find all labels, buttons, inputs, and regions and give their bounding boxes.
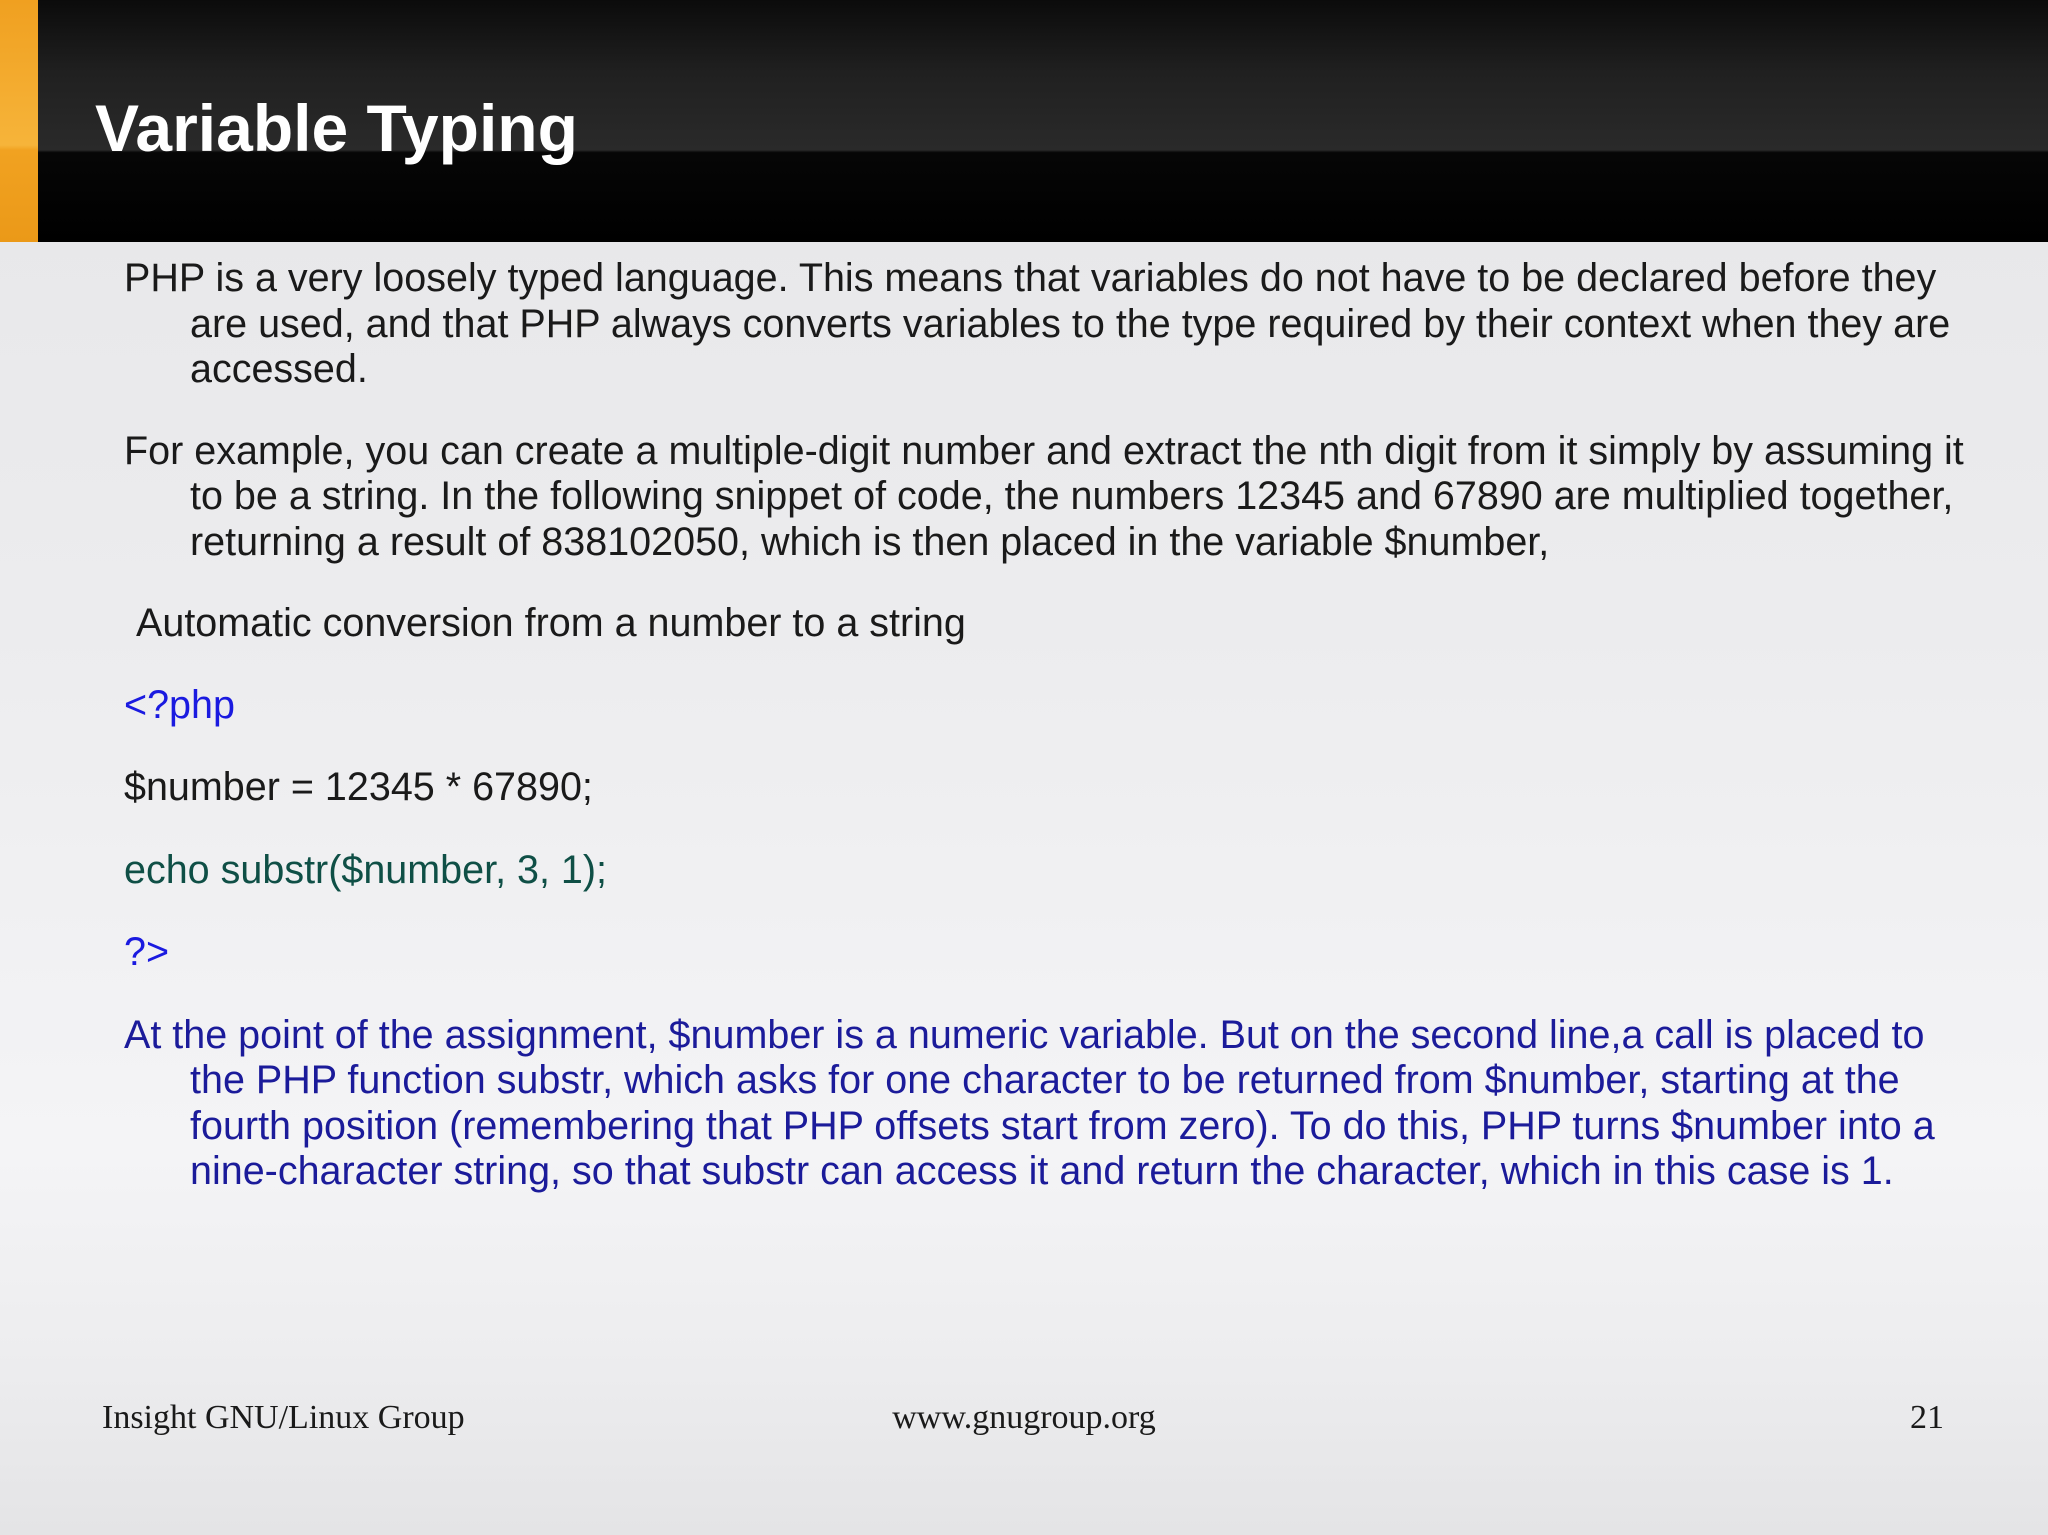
code-line-assignment: $number = 12345 * 67890; <box>124 765 593 809</box>
footer-organization: Insight GNU/Linux Group <box>102 1399 465 1436</box>
code-caption: Automatic conversion from a number to a string <box>136 601 966 645</box>
intro-paragraph: PHP is a very loosely typed language. This means that variables do not have to be declared before they are used, and that PHP always converts variables to the type required by their context when they are accessed. <box>124 256 1951 391</box>
example-paragraph: For example, you can create a multiple-digit number and extract the nth digit from it simply by assuming it to be a string. In the following snippet of code, the numbers 12345 and 67890 are multiplied together, returning a result of 838102050, which is then placed in the variable $number, <box>124 428 1964 564</box>
code-line-open-tag: <?php <box>124 682 235 727</box>
code-line-echo: echo substr($number, 3, 1); <box>124 847 608 892</box>
code-line-close-tag: ?> <box>124 930 170 974</box>
explanation-paragraph: At the point of the assignment, $number is a numeric variable. But on the second line,a call is placed to the PHP function substr, which asks for one character to be returned from $number, starting at the fourth position (remembering that PHP offsets start from zero). To do this, PHP turns $number into a nine-character string, so that substr can access it and return the character, which in this case is 1. <box>124 1012 1935 1193</box>
accent-bar <box>0 0 38 242</box>
footer-website: www.gnugroup.org <box>892 1399 1156 1436</box>
page-number: 21 <box>1910 1399 1944 1436</box>
slide-title: Variable Typing <box>95 91 578 165</box>
slide-body <box>124 256 1964 1231</box>
